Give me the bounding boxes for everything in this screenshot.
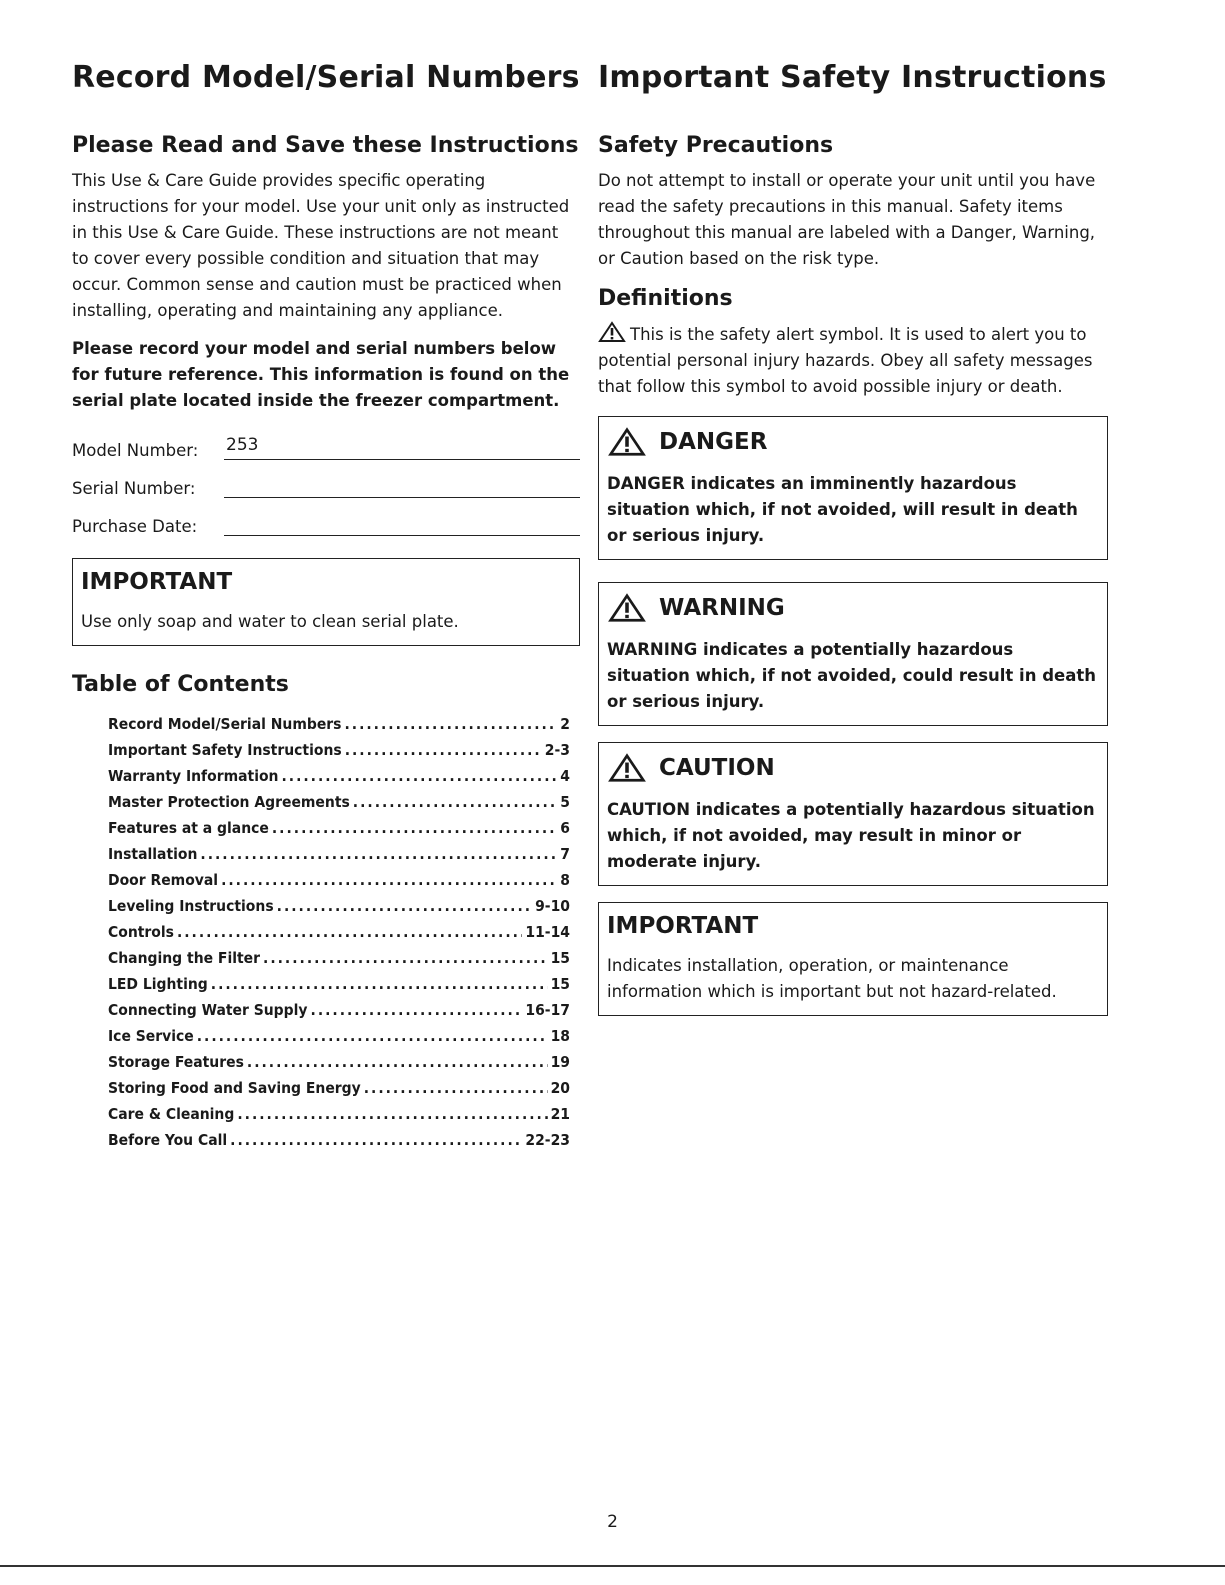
- toc-entry-name: Changing the Filter: [108, 949, 261, 967]
- warning-alert-icon: [607, 593, 647, 623]
- toc-leader-dots: [177, 919, 522, 945]
- toc-entry: [108, 763, 570, 789]
- toc-entry-page: 2-3: [544, 741, 570, 759]
- toc-entry: [108, 737, 570, 763]
- toc-leader-dots: [345, 737, 542, 763]
- toc-entry-name: Care & Cleaning: [108, 1105, 235, 1123]
- toc-leader-dots: [221, 867, 557, 893]
- important-safety-title: IMPORTANT: [607, 913, 759, 939]
- toc-leader-dots: [272, 815, 557, 841]
- toc-leader-dots: [197, 1023, 548, 1049]
- toc-entry-page: 15: [550, 975, 570, 993]
- toc-leader-dots: [263, 945, 548, 971]
- model-number-label: Model Number:: [72, 441, 199, 460]
- warning-title-text: WARNING: [659, 595, 785, 621]
- toc-entry-name: Ice Service: [108, 1027, 194, 1045]
- toc-entry-page: 16-17: [525, 1001, 570, 1019]
- definitions-text: This is the safety alert symbol. It is used to alert you to potential personal injury hazards. Obey all safety messages that follow this symbol to avoid possible injury or death.: [598, 325, 1093, 396]
- warning-title: [607, 593, 1099, 623]
- serial-number-field: [72, 460, 580, 498]
- toc-entry-name: Before You Call: [108, 1131, 228, 1149]
- caution-title-text: CAUTION: [659, 755, 775, 781]
- caution-text: CAUTION indicates a potentially hazardous situation which, if not avoided, may result in minor or moderate injury.: [607, 800, 1095, 871]
- bottom-rule: [0, 1565, 1225, 1567]
- safety-precautions-heading: Safety Precautions: [598, 133, 834, 158]
- toc-entry-page: 6: [560, 819, 570, 837]
- toc-entry: [108, 1023, 570, 1049]
- important-box-title: IMPORTANT: [81, 569, 233, 595]
- toc-entry-name: LED Lighting: [108, 975, 208, 993]
- serial-number-label: Serial Number:: [72, 479, 196, 498]
- toc-leader-dots: [230, 1127, 522, 1153]
- toc-entry-page: 4: [560, 767, 570, 785]
- warning-box: [598, 582, 1108, 726]
- toc-entry: [108, 919, 570, 945]
- danger-title-text: DANGER: [659, 429, 768, 455]
- record-fields: [72, 422, 580, 536]
- danger-title: [607, 427, 1099, 457]
- toc-leader-dots: [311, 997, 523, 1023]
- toc-entry: [108, 945, 570, 971]
- toc-entry-name: Installation: [108, 845, 198, 863]
- caution-box: [598, 742, 1108, 886]
- toc-entry-name: Warranty Information: [108, 767, 279, 785]
- danger-alert-icon: [607, 427, 647, 457]
- record-note: Please record your model and serial numbers below for future reference. This information is found on the serial plate located inside the freezer compartment.: [72, 339, 570, 410]
- toc-entry-name: Leveling Instructions: [108, 897, 274, 915]
- safety-precautions-text: Do not attempt to install or operate your unit until you have read the safety precautions in this manual. Safety items throughout this manual are labeled with a Danger, Warning, or Caution based on the risk type.: [598, 171, 1096, 268]
- toc-entry-page: 5: [560, 793, 570, 811]
- toc-heading: Table of Contents: [72, 672, 289, 697]
- toc-entry-page: 21: [550, 1105, 570, 1123]
- toc-entry: [108, 815, 570, 841]
- table-of-contents: [108, 711, 570, 1153]
- purchase-date-label: Purchase Date:: [72, 517, 198, 536]
- warning-text: WARNING indicates a potentially hazardous situation which, if not avoided, could result in death or serious injury.: [607, 640, 1096, 711]
- purchase-date-field: [72, 498, 580, 536]
- toc-entry: [108, 867, 570, 893]
- toc-leader-dots: [281, 763, 557, 789]
- page-number: 2: [607, 1512, 618, 1532]
- important-box-text: Use only soap and water to clean serial plate.: [81, 612, 459, 631]
- toc-entry-page: 19: [550, 1053, 570, 1071]
- definitions-heading: Definitions: [598, 286, 733, 311]
- toc-entry: [108, 893, 570, 919]
- toc-entry-name: Important Safety Instructions: [108, 741, 342, 759]
- caution-alert-icon: [607, 753, 647, 783]
- toc-entry-name: Connecting Water Supply: [108, 1001, 308, 1019]
- page-title-left: Record Model/Serial Numbers: [72, 60, 580, 95]
- danger-text: DANGER indicates an imminently hazardous situation which, if not avoided, will result in death or serious injury.: [607, 474, 1078, 545]
- toc-leader-dots: [237, 1101, 547, 1127]
- toc-entry: [108, 1127, 570, 1153]
- toc-leader-dots: [364, 1075, 548, 1101]
- toc-entry-name: Features at a glance: [108, 819, 269, 837]
- toc-leader-dots: [211, 971, 548, 997]
- serial-number-value: [224, 473, 580, 498]
- page-title-right: Important Safety Instructions: [598, 60, 1107, 95]
- model-number-field: [72, 422, 580, 460]
- toc-entry-name: Door Removal: [108, 871, 219, 889]
- model-number-value: 253: [224, 435, 580, 460]
- toc-entry-page: 11-14: [525, 923, 570, 941]
- important-box-safety: [598, 902, 1108, 1016]
- toc-entry: [108, 1049, 570, 1075]
- toc-entry-page: 9-10: [535, 897, 570, 915]
- toc-entry: [108, 1101, 570, 1127]
- save-instructions-heading: Please Read and Save these Instructions: [72, 133, 579, 158]
- toc-entry: [108, 997, 570, 1023]
- important-safety-text: Indicates installation, operation, or maintenance information which is important but not hazard-related.: [607, 956, 1057, 1001]
- toc-entry-page: 15: [550, 949, 570, 967]
- safety-alert-icon: [598, 321, 626, 343]
- toc-entry-name: Record Model/Serial Numbers: [108, 715, 342, 733]
- toc-entry-name: Storage Features: [108, 1053, 244, 1071]
- purchase-date-value: [224, 511, 580, 536]
- toc-entry: [108, 1075, 570, 1101]
- toc-leader-dots: [200, 841, 557, 867]
- toc-leader-dots: [344, 711, 557, 737]
- definitions-paragraph: [598, 321, 1108, 400]
- toc-leader-dots: [247, 1049, 548, 1075]
- toc-entry-page: 20: [550, 1079, 570, 1097]
- toc-entry: [108, 711, 570, 737]
- toc-leader-dots: [277, 893, 532, 919]
- danger-box: [598, 416, 1108, 560]
- toc-entry: [108, 841, 570, 867]
- toc-entry: [108, 971, 570, 997]
- toc-entry-page: 7: [560, 845, 570, 863]
- toc-entry-page: 22-23: [525, 1131, 570, 1149]
- toc-entry-page: 18: [550, 1027, 570, 1045]
- toc-entry: [108, 789, 570, 815]
- toc-entry-name: Controls: [108, 923, 174, 941]
- left-column: [72, 60, 580, 1153]
- toc-entry-page: 8: [560, 871, 570, 889]
- toc-entry-page: 2: [560, 715, 570, 733]
- toc-entry-name: Master Protection Agreements: [108, 793, 350, 811]
- important-box-serial: [72, 558, 580, 646]
- toc-leader-dots: [353, 789, 558, 815]
- caution-title: [607, 753, 1099, 783]
- right-column: [598, 60, 1108, 1016]
- toc-entry-name: Storing Food and Saving Energy: [108, 1079, 361, 1097]
- intro-paragraph: This Use & Care Guide provides specific operating instructions for your model. Use your unit only as instructed in this Use & Care Guide. These instructions are not meant to cover every possible condition and situation that may occur. Common sense and caution must be practiced when installing, operating and maintaining any appliance.: [72, 171, 570, 320]
